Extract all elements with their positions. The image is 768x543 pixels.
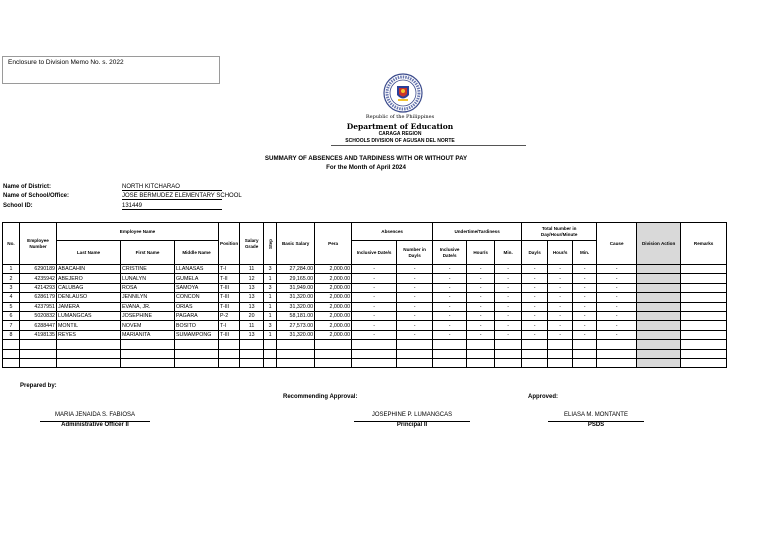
report-period: For the Month of April 2024 [326, 164, 406, 171]
col-days: Day/s [522, 241, 548, 265]
header-divider [331, 145, 526, 146]
cell-sg: 20 [240, 311, 264, 320]
cell-dash: - [467, 311, 495, 320]
cell-dash: - [522, 265, 548, 274]
col-total-hours: Hour/s [548, 241, 573, 265]
cell-remarks [681, 330, 727, 339]
cell-dash: - [352, 330, 397, 339]
cell-remarks [681, 283, 727, 292]
cell-dash: - [548, 330, 573, 339]
cell-salary [277, 358, 315, 367]
cell-first: MARIANITA [121, 330, 175, 339]
cell-dash: - [522, 283, 548, 292]
division-line: SCHOOLS DIVISION OF AGUSAN DEL NORTE [345, 138, 455, 144]
cell-middle: SUMAMPONG [175, 330, 219, 339]
cell-dash: - [467, 274, 495, 283]
cell-dash: - [397, 265, 433, 274]
cell-sg: 13 [240, 293, 264, 302]
cell-last [57, 349, 121, 358]
cell-dash [397, 358, 433, 367]
cell-step: 1 [264, 311, 277, 320]
republic-line: Republic of the Philippines [365, 114, 435, 120]
cell-dash: - [597, 321, 637, 330]
cell-dash: - [573, 311, 597, 320]
cell-division-action [637, 293, 681, 302]
cell-dash [397, 340, 433, 349]
cell-dash [467, 349, 495, 358]
cell-division-action [637, 321, 681, 330]
cell-pos: T-III [219, 283, 240, 292]
col-step: Step [264, 223, 277, 265]
approved-title: PSDS [548, 421, 644, 428]
cell-dash: - [495, 274, 522, 283]
cell-dash: - [495, 283, 522, 292]
col-undertime: Undertime/Tardiness [433, 223, 522, 241]
cell-dash [548, 349, 573, 358]
cell-dash: - [522, 321, 548, 330]
cell-pera: 2,000.00 [315, 302, 352, 311]
cell-emp: 6286179 [20, 293, 57, 302]
cell-pera [315, 340, 352, 349]
prepared-label: Prepared by: [20, 383, 57, 389]
col-ut-inclusive: Inclusive Date/s [433, 241, 467, 265]
cell-dash: - [467, 293, 495, 302]
cell-remarks [681, 302, 727, 311]
cell-dash [467, 340, 495, 349]
cell-dash [352, 358, 397, 367]
absences-table [2, 222, 727, 368]
cell-dash: - [597, 265, 637, 274]
cell-last: DENLAUSO [57, 293, 121, 302]
cell-pera [315, 358, 352, 367]
cell-first: LUNALYN [121, 274, 175, 283]
cell-first: CRISTINE [121, 265, 175, 274]
cell-remarks [681, 274, 727, 283]
cell-step: 3 [264, 283, 277, 292]
cell-dash [495, 349, 522, 358]
cell-dash [433, 340, 467, 349]
col-employee-number: Employee Number [20, 223, 57, 265]
table-row [3, 358, 727, 367]
cell-dash: - [352, 293, 397, 302]
cell-middle: LLANASAS [175, 265, 219, 274]
cell-step: 1 [264, 302, 277, 311]
cell-dash: - [573, 293, 597, 302]
cell-dash: - [397, 293, 433, 302]
cell-sg [240, 349, 264, 358]
cell-dash [597, 340, 637, 349]
cell-first: NOVEM [121, 321, 175, 330]
cell-emp: 5020832 [20, 311, 57, 320]
cell-first: EVANA, JR. [121, 302, 175, 311]
cell-salary: 31,949.00 [277, 283, 315, 292]
cell-last: REYES [57, 330, 121, 339]
cell-dash: - [573, 321, 597, 330]
recommending-title: Principal II [354, 421, 470, 428]
cell-first: ROSA [121, 283, 175, 292]
cell-pos: P-2 [219, 311, 240, 320]
cell-dash: - [433, 321, 467, 330]
approved-name: ELIASA M. MONTANTE [564, 412, 628, 418]
cell-dash: - [352, 302, 397, 311]
school-label: Name of School/Office: [3, 193, 70, 199]
cell-pera: 2,000.00 [315, 274, 352, 283]
col-total-min: Min. [573, 241, 597, 265]
col-salary-grade: Salary Grade [240, 223, 264, 265]
cell-dash: - [433, 330, 467, 339]
cell-dash: - [522, 311, 548, 320]
recommending-label: Recommending Approval: [283, 394, 358, 400]
cell-middle [175, 349, 219, 358]
cell-division-action [637, 340, 681, 349]
cell-emp: 4237951 [20, 302, 57, 311]
cell-dash: - [433, 293, 467, 302]
cell-first: JOSEPHINE [121, 311, 175, 320]
department-line: Department of Education [346, 122, 454, 131]
cell-emp [20, 340, 57, 349]
cell-dash: - [397, 321, 433, 330]
cell-middle: GUMELA [175, 274, 219, 283]
cell-salary: 58,181.00 [277, 311, 315, 320]
table-row [3, 340, 727, 349]
cell-pos: T-III [219, 302, 240, 311]
cell-pera: 2,000.00 [315, 311, 352, 320]
cell-emp: 6288447 [20, 321, 57, 330]
cell-dash: - [352, 311, 397, 320]
cell-pos: T-III [219, 330, 240, 339]
cell-salary: 27,284.00 [277, 265, 315, 274]
table-row [3, 302, 727, 311]
cell-dash [573, 349, 597, 358]
cell-dash [467, 358, 495, 367]
cell-emp: 4235942 [20, 274, 57, 283]
cell-salary: 31,320.00 [277, 302, 315, 311]
cell-dash [352, 340, 397, 349]
cell-dash: - [548, 283, 573, 292]
cell-dash: - [433, 311, 467, 320]
cell-dash: - [548, 302, 573, 311]
col-division-action: Division Action [637, 223, 681, 265]
cell-no: 8 [3, 330, 20, 339]
cell-sg: 13 [240, 302, 264, 311]
prepared-name: MARIA JENAIDA S. FABIOSA [54, 412, 136, 418]
cell-division-action [637, 311, 681, 320]
cell-pos: T-III [219, 293, 240, 302]
cell-dash: - [522, 302, 548, 311]
col-absences: Absences [352, 223, 433, 241]
cell-dash: - [467, 265, 495, 274]
table-row [3, 293, 727, 302]
cell-dash [522, 340, 548, 349]
cell-emp: 6290189 [20, 265, 57, 274]
cell-dash: - [548, 293, 573, 302]
cell-dash: - [495, 330, 522, 339]
cell-sg: 12 [240, 274, 264, 283]
cell-no: 5 [3, 302, 20, 311]
cell-pos [219, 349, 240, 358]
cell-last: ABEJERO [57, 274, 121, 283]
col-total: Total Number in Day/Hour/Minute [522, 223, 597, 241]
cell-dash: - [433, 283, 467, 292]
enclosure-text: Enclosure to Division Memo No. s. 2022 [8, 59, 124, 66]
cell-dash: - [495, 321, 522, 330]
cell-salary [277, 349, 315, 358]
cell-dash: - [597, 330, 637, 339]
col-pera: Pera [315, 223, 352, 265]
cell-dash [352, 349, 397, 358]
cell-dash: - [548, 265, 573, 274]
cell-salary: 27,573.00 [277, 321, 315, 330]
cell-dash: - [597, 311, 637, 320]
table-row [3, 311, 727, 320]
cell-pos: T-I [219, 321, 240, 330]
district-value: NORTH KITCHARAO [122, 184, 222, 191]
cell-dash: - [397, 274, 433, 283]
cell-no [3, 349, 20, 358]
col-first-name: First Name [121, 241, 175, 265]
table-row [3, 349, 727, 358]
cell-pos [219, 358, 240, 367]
school-value: JOSE BERMUDEZ ELEMENTARY SCHOOL [122, 193, 242, 199]
cell-last: MONTIL [57, 321, 121, 330]
recommending-name: JOSEPHINE P. LUMANGCAS [371, 412, 453, 418]
cell-dash: - [467, 330, 495, 339]
cell-last [57, 358, 121, 367]
cell-dash: - [573, 265, 597, 274]
cell-last: ABACAHIN [57, 265, 121, 274]
cell-dash: - [573, 302, 597, 311]
cell-sg: 11 [240, 321, 264, 330]
cell-step [264, 349, 277, 358]
cell-dash [433, 358, 467, 367]
cell-remarks [681, 311, 727, 320]
cell-no: 3 [3, 283, 20, 292]
cell-dash [397, 349, 433, 358]
cell-dash: - [495, 293, 522, 302]
district-label: Name of District: [3, 184, 52, 190]
cell-first [121, 349, 175, 358]
cell-dash [573, 358, 597, 367]
cell-remarks [681, 358, 727, 367]
cell-emp: 4214293 [20, 283, 57, 292]
cell-dash [433, 349, 467, 358]
prepared-title: Administrative Officer II [40, 421, 150, 428]
cell-remarks [681, 321, 727, 330]
cell-dash: - [597, 283, 637, 292]
cell-dash: - [548, 274, 573, 283]
cell-sg: 13 [240, 283, 264, 292]
cell-pera: 2,000.00 [315, 265, 352, 274]
cell-dash: - [573, 330, 597, 339]
cell-dash: - [522, 330, 548, 339]
cell-first: JENNILYN [121, 293, 175, 302]
cell-step: 1 [264, 293, 277, 302]
cell-no: 4 [3, 293, 20, 302]
cell-salary: 31,320.00 [277, 293, 315, 302]
cell-division-action [637, 265, 681, 274]
cell-pera: 2,000.00 [315, 321, 352, 330]
cell-no [3, 340, 20, 349]
col-remarks: Remarks [681, 223, 727, 265]
col-inclusive-dates: Inclusive Date/s [352, 241, 397, 265]
cell-dash: - [397, 330, 433, 339]
cell-dash [522, 358, 548, 367]
cell-first [121, 358, 175, 367]
cell-step: 1 [264, 330, 277, 339]
cell-pera [315, 349, 352, 358]
cell-division-action [637, 274, 681, 283]
cell-step: 1 [264, 274, 277, 283]
col-no: No. [3, 223, 20, 265]
cell-no [3, 358, 20, 367]
cell-dash: - [548, 311, 573, 320]
cell-salary [277, 340, 315, 349]
cell-dash: - [433, 265, 467, 274]
cell-dash [597, 358, 637, 367]
cell-dash: - [495, 302, 522, 311]
cell-dash: - [573, 274, 597, 283]
col-position: Position [219, 223, 240, 265]
table-row [3, 321, 727, 330]
cell-dash: - [397, 302, 433, 311]
table-body [3, 265, 727, 368]
cell-dash: - [573, 283, 597, 292]
cell-dash: - [467, 321, 495, 330]
cell-dash [548, 358, 573, 367]
cell-no: 6 [3, 311, 20, 320]
cell-dash: - [495, 265, 522, 274]
cell-last: CALUBAG [57, 283, 121, 292]
cell-pera: 2,000.00 [315, 283, 352, 292]
cell-dash: - [467, 283, 495, 292]
cell-dash: - [433, 302, 467, 311]
cell-middle: SAMOYA [175, 283, 219, 292]
cell-dash: - [433, 274, 467, 283]
col-number-in-days: Number in Day/s [397, 241, 433, 265]
cell-dash: - [522, 293, 548, 302]
cell-dash [522, 349, 548, 358]
cell-dash: - [467, 302, 495, 311]
cell-last [57, 340, 121, 349]
table-row [3, 283, 727, 292]
cell-no: 7 [3, 321, 20, 330]
deped-seal-icon [383, 73, 423, 113]
cell-pos [219, 340, 240, 349]
cell-division-action [637, 358, 681, 367]
cell-remarks [681, 349, 727, 358]
col-middle-name: Middle Name [175, 241, 219, 265]
cell-dash: - [548, 321, 573, 330]
cell-no: 1 [3, 265, 20, 274]
cell-step [264, 340, 277, 349]
cell-step [264, 358, 277, 367]
cell-middle: PAGARA [175, 311, 219, 320]
region-line: CARAGA REGION [378, 131, 422, 137]
cell-dash: - [597, 293, 637, 302]
cell-dash [548, 340, 573, 349]
cell-dash [597, 349, 637, 358]
cell-dash [495, 358, 522, 367]
cell-salary: 31,320.00 [277, 330, 315, 339]
cell-sg [240, 340, 264, 349]
cell-middle [175, 340, 219, 349]
cell-last: JAMERA [57, 302, 121, 311]
cell-sg [240, 358, 264, 367]
cell-middle: ORIAS [175, 302, 219, 311]
cell-dash: - [352, 265, 397, 274]
col-employee-name: Employee Name [57, 223, 219, 241]
col-basic-salary: Basic Salary [277, 223, 315, 265]
cell-remarks [681, 265, 727, 274]
cell-salary: 29,165.00 [277, 274, 315, 283]
cell-last: LUMANGCAS [57, 311, 121, 320]
cell-emp: 4198135 [20, 330, 57, 339]
table-row [3, 330, 727, 339]
cell-dash: - [597, 274, 637, 283]
cell-first [121, 340, 175, 349]
cell-middle: CONCON [175, 293, 219, 302]
col-hours: Hour/s [467, 241, 495, 265]
cell-division-action [637, 330, 681, 339]
cell-emp [20, 349, 57, 358]
cell-pos: T-I [219, 265, 240, 274]
cell-dash: - [352, 321, 397, 330]
cell-remarks [681, 340, 727, 349]
cell-emp [20, 358, 57, 367]
table-row [3, 265, 727, 274]
cell-step: 3 [264, 321, 277, 330]
cell-dash: - [495, 311, 522, 320]
cell-division-action [637, 302, 681, 311]
cell-dash: - [522, 274, 548, 283]
enclosure-box [2, 56, 220, 84]
school-id-label: School ID: [3, 203, 33, 209]
school-id-value: 131449 [122, 203, 222, 210]
cell-dash: - [397, 311, 433, 320]
col-last-name: Last Name [57, 241, 121, 265]
cell-sg: 13 [240, 330, 264, 339]
cell-middle [175, 358, 219, 367]
cell-remarks [681, 293, 727, 302]
cell-middle: BOSITO [175, 321, 219, 330]
cell-dash [495, 340, 522, 349]
col-cause: Cause [597, 223, 637, 265]
cell-pera: 2,000.00 [315, 330, 352, 339]
cell-step: 3 [264, 265, 277, 274]
cell-sg: 11 [240, 265, 264, 274]
cell-dash: - [352, 274, 397, 283]
cell-dash [573, 340, 597, 349]
table-row [3, 274, 727, 283]
cell-dash: - [397, 283, 433, 292]
cell-division-action [637, 283, 681, 292]
cell-pera: 2,000.00 [315, 293, 352, 302]
report-title: SUMMARY OF ABSENCES AND TARDINESS WITH OR WITHOUT PAY [264, 155, 468, 162]
cell-division-action [637, 349, 681, 358]
cell-pos: T-II [219, 274, 240, 283]
cell-dash: - [352, 283, 397, 292]
cell-dash: - [597, 302, 637, 311]
approved-label: Approved: [528, 394, 558, 400]
cell-no: 2 [3, 274, 20, 283]
col-mins: Min. [495, 241, 522, 265]
